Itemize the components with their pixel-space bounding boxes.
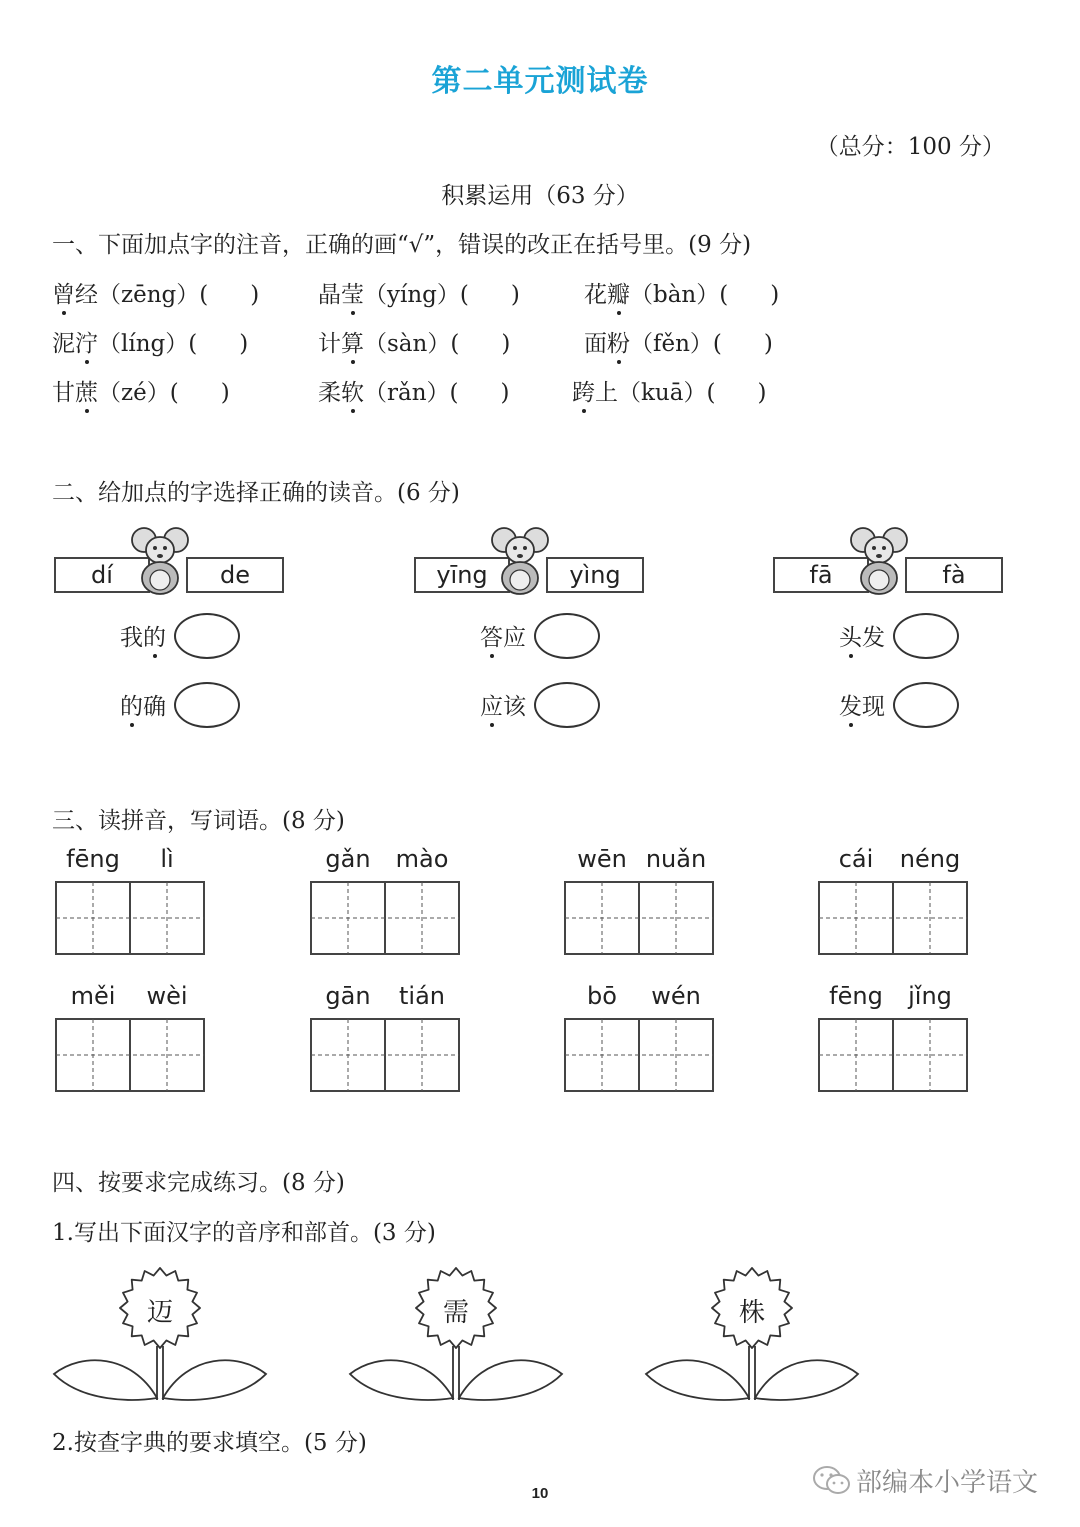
q1-close-paren: ) — [757, 380, 767, 406]
q1-word — [572, 380, 618, 406]
q3-pinyin-1: bō — [587, 982, 617, 1010]
mouse-icon — [490, 522, 550, 598]
q2-char: 我 — [120, 625, 143, 651]
flower-char: 迈 — [146, 1298, 173, 1328]
q2-heading: 二、给加点的字选择正确的读音。(6 分) — [52, 480, 460, 506]
q1-word — [52, 282, 98, 308]
q1-dotted-char: 算 — [341, 331, 364, 357]
q1-pinyin: （líng）( — [98, 331, 198, 357]
q1-dotted-char: 跨 — [572, 380, 595, 406]
q1-item — [318, 276, 520, 309]
q1-pinyin: （yíng）( — [364, 282, 469, 308]
q3-pinyin-1: gǎn — [325, 845, 371, 873]
q2-pinyin-left: yīng — [414, 557, 510, 593]
q2-answer-oval[interactable] — [893, 613, 959, 659]
q1-dotted-char: 曾 — [52, 282, 75, 308]
q1-char: 柔 — [318, 380, 341, 406]
q2-char: 应 — [503, 625, 526, 651]
q2-answer-oval[interactable] — [174, 682, 240, 728]
q3-pinyin-2: tián — [399, 982, 445, 1010]
q3-pinyin-2: mào — [395, 845, 449, 873]
q1-item — [584, 276, 779, 309]
total-score: （总分：100 分） — [815, 134, 1005, 160]
q2-word — [120, 619, 166, 652]
flower-char: 株 — [738, 1298, 765, 1328]
q1-close-paren: ) — [250, 282, 260, 308]
q2-word — [839, 688, 885, 721]
section-heading: 积累运用（63 分） — [441, 183, 639, 209]
q3-writing-grid[interactable] — [564, 881, 714, 955]
q3-pinyin-1: fēng — [829, 982, 883, 1010]
q2-pinyin-right: fà — [905, 557, 1003, 593]
q1-close-paren: ) — [510, 282, 520, 308]
q1-item — [572, 374, 766, 407]
q1-close-paren: ) — [500, 380, 510, 406]
page-title: 第二单元测试卷 — [431, 64, 649, 99]
q2-dotted-char: 应 — [480, 694, 503, 720]
q3-writing-grid[interactable] — [310, 1018, 460, 1092]
q1-heading: 一、下面加点字的注音，正确的画“√”，错误的改正在括号里。(9 分) — [52, 232, 752, 258]
wechat-icon — [812, 1464, 852, 1498]
q3-writing-grid[interactable] — [310, 881, 460, 955]
q1-close-paren: ) — [501, 331, 511, 357]
q2-pinyin-right: de — [186, 557, 284, 593]
q4-heading: 四、按要求完成练习。(8 分) — [52, 1170, 345, 1196]
q1-item — [318, 325, 510, 358]
q1-char: 面 — [584, 331, 607, 357]
q1-word — [318, 331, 364, 357]
q1-item — [584, 325, 773, 358]
q1-pinyin: （fěn）( — [630, 331, 722, 357]
q1-char: 甘 — [52, 380, 75, 406]
q2-word — [839, 619, 885, 652]
flower-drawing — [348, 1262, 564, 1406]
q1-dotted-char: 泞 — [75, 331, 98, 357]
q3-heading: 三、读拼音，写词语。(8 分) — [52, 808, 345, 834]
flower-char: 需 — [442, 1298, 469, 1328]
q3-pinyin-1: měi — [70, 982, 116, 1010]
q1-item — [52, 276, 259, 309]
q3-pinyin-2: nuǎn — [645, 845, 707, 873]
q2-char: 确 — [143, 694, 166, 720]
q1-word — [52, 380, 98, 406]
page-number: 10 — [531, 1485, 549, 1502]
watermark — [812, 1462, 1038, 1499]
q2-dotted-char: 发 — [839, 694, 862, 720]
q3-pinyin-2: lì — [160, 845, 174, 873]
q1-char: 晶 — [318, 282, 341, 308]
q3-pinyin-1: fēng — [66, 845, 120, 873]
q3-pinyin-1: gān — [325, 982, 371, 1010]
q1-char: 上 — [595, 380, 618, 406]
q1-char: 经 — [75, 282, 98, 308]
q1-pinyin: （sàn）( — [364, 331, 460, 357]
q2-char: 现 — [862, 694, 885, 720]
q3-writing-grid[interactable] — [818, 1018, 968, 1092]
q1-word — [318, 282, 364, 308]
q4-sub2: 2.按查字典的要求填空。(5 分) — [52, 1430, 367, 1456]
q2-answer-oval[interactable] — [893, 682, 959, 728]
q2-word — [480, 688, 526, 721]
q1-item — [318, 374, 509, 407]
q1-word — [584, 282, 630, 308]
q1-word — [584, 331, 630, 357]
q1-close-paren: ) — [763, 331, 773, 357]
q3-pinyin-1: wēn — [577, 845, 627, 873]
q1-dotted-char: 莹 — [341, 282, 364, 308]
q3-writing-grid[interactable] — [55, 881, 205, 955]
q1-pinyin: （rǎn）( — [364, 380, 459, 406]
q1-dotted-char: 瓣 — [607, 282, 630, 308]
mouse-icon — [849, 522, 909, 598]
q2-dotted-char: 的 — [120, 694, 143, 720]
q1-close-paren: ) — [220, 380, 230, 406]
q3-writing-grid[interactable] — [55, 1018, 205, 1092]
mouse-icon — [130, 522, 190, 598]
q2-pinyin-left: fā — [773, 557, 869, 593]
q1-item — [52, 325, 248, 358]
q1-pinyin: （kuā）( — [618, 380, 716, 406]
flower-drawing — [52, 1262, 268, 1406]
q2-dotted-char: 头 — [839, 625, 862, 651]
q3-writing-grid[interactable] — [818, 881, 968, 955]
q1-dotted-char: 软 — [341, 380, 364, 406]
q1-pinyin: （bàn）( — [630, 282, 729, 308]
q3-writing-grid[interactable] — [564, 1018, 714, 1092]
q2-word — [480, 619, 526, 652]
q2-answer-oval[interactable] — [534, 613, 600, 659]
q1-pinyin: （zēng）( — [98, 282, 209, 308]
q4-sub1: 1.写出下面汉字的音序和部首。(3 分) — [52, 1220, 436, 1246]
q3-pinyin-2: jǐng — [908, 982, 952, 1010]
q3-pinyin-2: néng — [899, 845, 961, 873]
q1-item — [52, 374, 230, 407]
q1-word — [52, 331, 98, 357]
q2-pinyin-left: dí — [54, 557, 150, 593]
q2-pinyin-right: yìng — [546, 557, 644, 593]
q2-dotted-char: 答 — [480, 625, 503, 651]
q2-char: 该 — [503, 694, 526, 720]
q1-char: 花 — [584, 282, 607, 308]
flower-drawing — [644, 1262, 860, 1406]
q2-dotted-char: 的 — [143, 625, 166, 651]
q1-dotted-char: 蔗 — [75, 380, 98, 406]
q2-char: 发 — [862, 625, 885, 651]
q2-answer-oval[interactable] — [174, 613, 240, 659]
q3-pinyin-2: wèi — [146, 982, 188, 1010]
q1-char: 泥 — [52, 331, 75, 357]
q1-char: 计 — [318, 331, 341, 357]
q1-pinyin: （zé）( — [98, 380, 179, 406]
q3-pinyin-1: cái — [838, 845, 874, 873]
q1-dotted-char: 粉 — [607, 331, 630, 357]
q3-pinyin-2: wén — [651, 982, 701, 1010]
q2-word — [120, 688, 166, 721]
q1-close-paren: ) — [770, 282, 780, 308]
q2-answer-oval[interactable] — [534, 682, 600, 728]
watermark-text: 部编本小学语文 — [856, 1468, 1039, 1498]
q1-close-paren: ) — [239, 331, 249, 357]
q1-word — [318, 380, 364, 406]
